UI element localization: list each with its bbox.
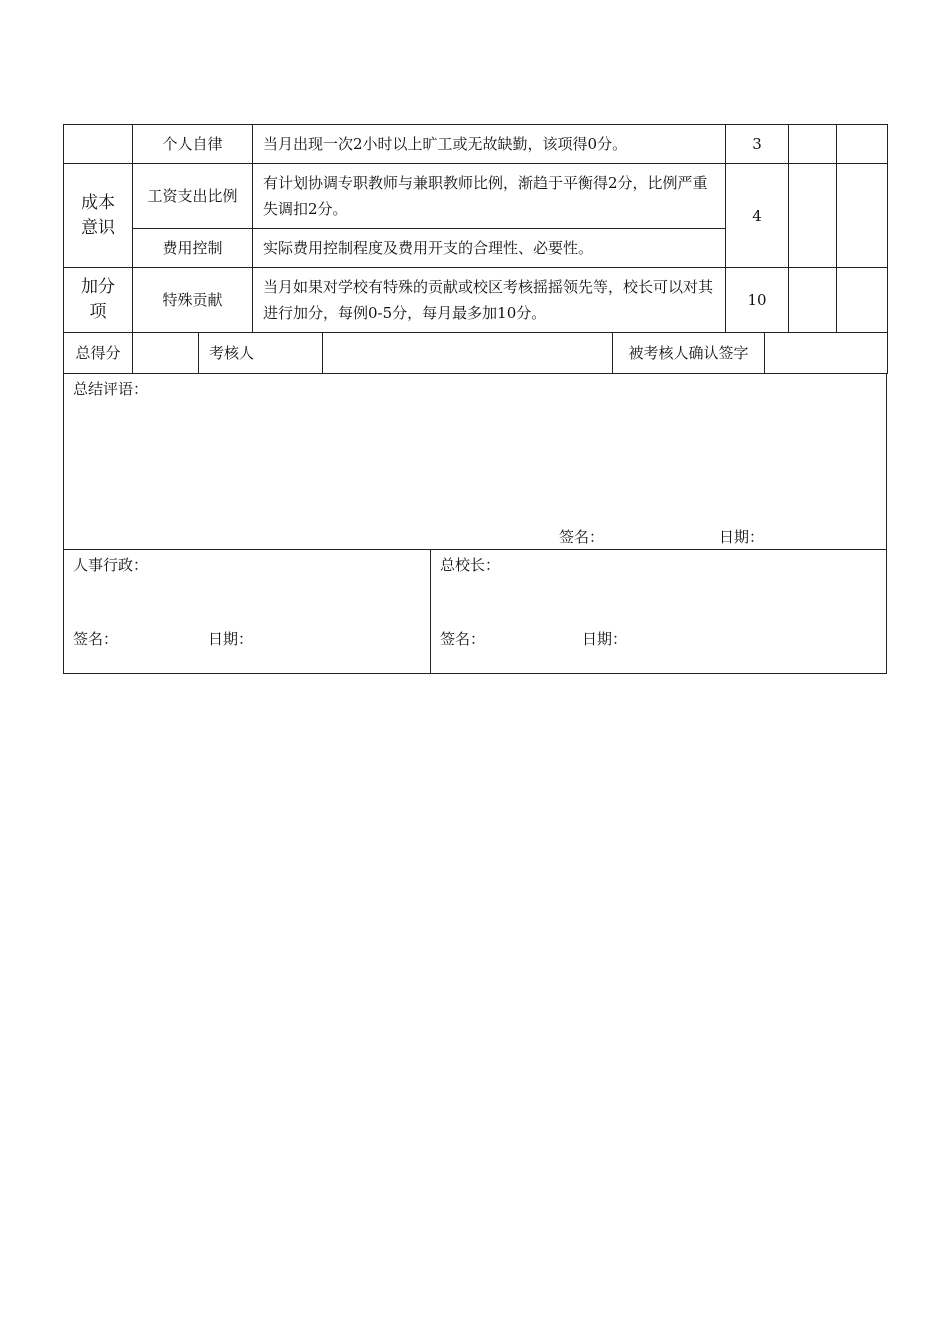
hr-approval-box[interactable] [63, 550, 431, 674]
summary-date-label: 日期： [719, 528, 765, 546]
table-row [64, 268, 888, 333]
totals-row [64, 333, 888, 374]
assessment-sheet [63, 124, 887, 674]
principal-date-label: 日期： [582, 630, 628, 648]
totals-table [63, 332, 888, 374]
item-name: 工资支出比例 [133, 164, 253, 229]
approval-row [63, 550, 887, 674]
item-description: 当月如果对学校有特殊的贡献或校区考核摇摇领先等，校长可以对其进行加分，每例0-5分，每月最多加10分。 [253, 268, 726, 333]
hr-label: 人事行政： [73, 556, 149, 574]
summary-sign-label: 签名： [559, 528, 605, 546]
total-score-field[interactable] [133, 333, 199, 374]
confirm-signature-field[interactable] [765, 333, 888, 374]
assessment-table [63, 124, 888, 333]
confirm-signature-label: 被考核人确认签字 [613, 333, 765, 374]
principal-label: 总校长： [440, 556, 501, 574]
max-score: 10 [726, 268, 789, 333]
item-description: 当月出现一次2小时以上旷工或无故缺勤，该项得0分。 [253, 125, 726, 164]
max-score: 3 [726, 125, 789, 164]
max-score: 4 [726, 164, 789, 268]
item-description: 实际费用控制程度及费用开支的合理性、必要性。 [253, 229, 726, 268]
item-name: 费用控制 [133, 229, 253, 268]
final-score-cell [837, 125, 888, 164]
assessor-field[interactable] [323, 333, 613, 374]
item-description: 有计划协调专职教师与兼职教师比例，渐趋于平衡得2分，比例严重失调扣2分。 [253, 164, 726, 229]
summary-label: 总结评语： [73, 380, 149, 398]
self-score-cell [789, 125, 837, 164]
hr-sign-label: 签名： [73, 630, 119, 648]
item-name: 特殊贡献 [133, 268, 253, 333]
item-name: 个人自律 [133, 125, 253, 164]
category-label: 成本意识 [64, 164, 133, 268]
hr-date-label: 日期： [208, 630, 254, 648]
assessor-label: 考核人 [199, 333, 323, 374]
self-score-cell [789, 268, 837, 333]
principal-approval-box[interactable] [430, 550, 887, 674]
principal-sign-label: 签名： [440, 630, 486, 648]
table-row [64, 164, 888, 229]
category-label: 加分项 [64, 268, 133, 333]
final-score-cell [837, 268, 888, 333]
table-row [64, 125, 888, 164]
total-score-label: 总得分 [64, 333, 133, 374]
self-score-cell [789, 164, 837, 268]
final-score-cell [837, 164, 888, 268]
summary-comments-box[interactable] [63, 374, 887, 550]
category-cell [64, 125, 133, 164]
